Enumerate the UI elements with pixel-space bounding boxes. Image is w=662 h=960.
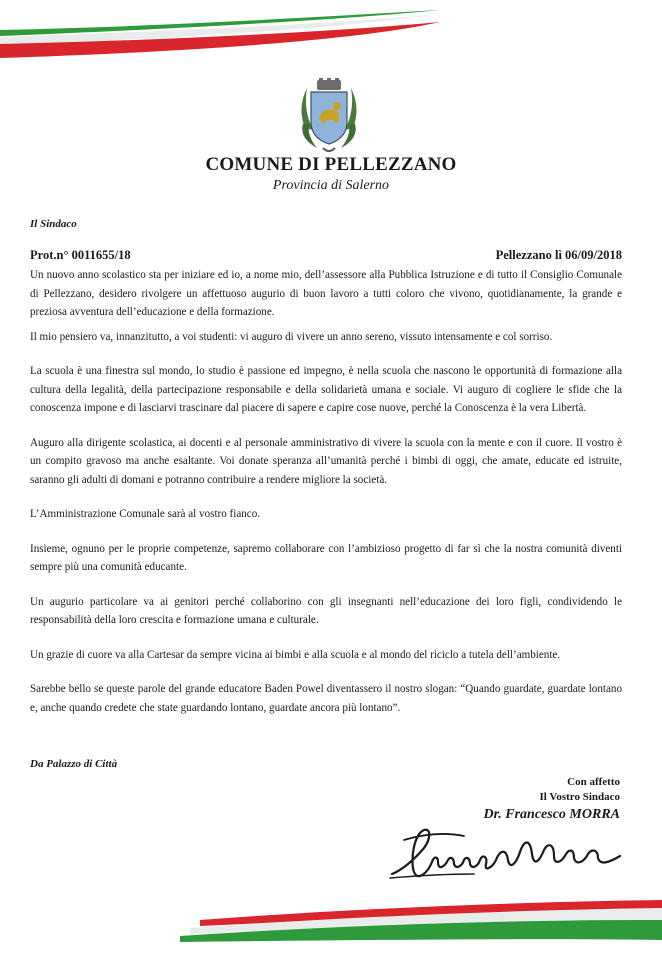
paragraph: Sarebbe bello se queste parole del grande educatore Baden Powel diventassero il nostro slogan: “Quando guardate, guardate lontano e, anche quando credete che state guardando lontano, guardate ancora più lontano”. (30, 683, 622, 714)
paragraph: Auguro alla dirigente scolastica, ai docenti e al personale amministrativo di vivere la scuola con la mente e con il cuore. Il vostro è un compito gravoso ma anche esaltante. Voi donate speranza all’umanità perché i bimbi di oggi, che amate, educate ed istruite, saranno gli adulti di domani e potranno contribuire a rendere migliore la società. (30, 436, 622, 486)
coat-of-arms-icon (293, 78, 365, 156)
signoff-line1: Con affetto (567, 776, 620, 788)
handwritten-signature (384, 820, 628, 886)
place-date: Pellezzano lì 06/09/2018 (495, 248, 622, 262)
paragraph: Un augurio particolare va ai genitori perché collaborino con gli insegnanti nell’educazione dei loro figli, condividendo le responsabilità della loro crescita e formazione umana e culturale. (30, 595, 622, 626)
closing-place: Da Palazzo di Città (30, 758, 118, 770)
sender-label: Il Sindaco (30, 218, 77, 230)
paragraph: La scuola è una finestra sul mondo, lo studio è passione ed impegno, è nella scuola che nascono le opportunità di formazione alla cultura della legalità, della partecipazione responsabile e della solidarietà umana e sociale. Vi auguro di cogliere le sfide che la conoscenza impone e di lasciarvi trascinare dal piacere di sapere e capire cose nuove, perché la Conoscenza è la vera Libertà. (30, 365, 622, 414)
paragraph: Il mio pensiero va, innanzitutto, a voi studenti: vi auguro di vivere un anno sereno, vissuto intensamente e col sorriso. (30, 330, 553, 343)
paragraph: Un nuovo anno scolastico sta per iniziare ed io, a nome mio, dell’assessore alla Pubblica Istruzione e di tutto il Consiglio Comunale di Pellezzano, desidero rivolgere un affettuoso augurio di buon lavoro a tutti coloro che vivono, quotidianamente, la grande e preziosa avventura dell’educazione e della formazione. (30, 269, 622, 318)
paragraph: Un grazie di cuore va alla Cartesar da sempre vicina ai bimbi e alla scuola e al mondo del riciclo a tutela dell’ambiente. (30, 648, 561, 661)
signer-name: Dr. Francesco MORRA (483, 807, 620, 822)
paragraph: L’Amministrazione Comunale sarà al vostro fianco. (30, 508, 261, 520)
bottom-tricolor-banner (0, 880, 662, 960)
paragraph: Insieme, ognuno per le proprie competenze, sapremo collaborare con l’ambizioso progetto di far sì che la nostra comunità diventi sempre più una comunità educante. (30, 542, 622, 573)
protocol-number: Prot.n° 0011655/18 (30, 248, 131, 262)
top-tricolor-banner (0, 0, 662, 70)
province-subtitle: Provincia di Salerno (272, 178, 390, 193)
signoff-line2: Il Vostro Sindaco (539, 791, 620, 803)
signoff-block (483, 775, 620, 822)
letter-body (30, 266, 622, 717)
municipality-title: COMUNE DI PELLEZZANO (205, 154, 457, 175)
